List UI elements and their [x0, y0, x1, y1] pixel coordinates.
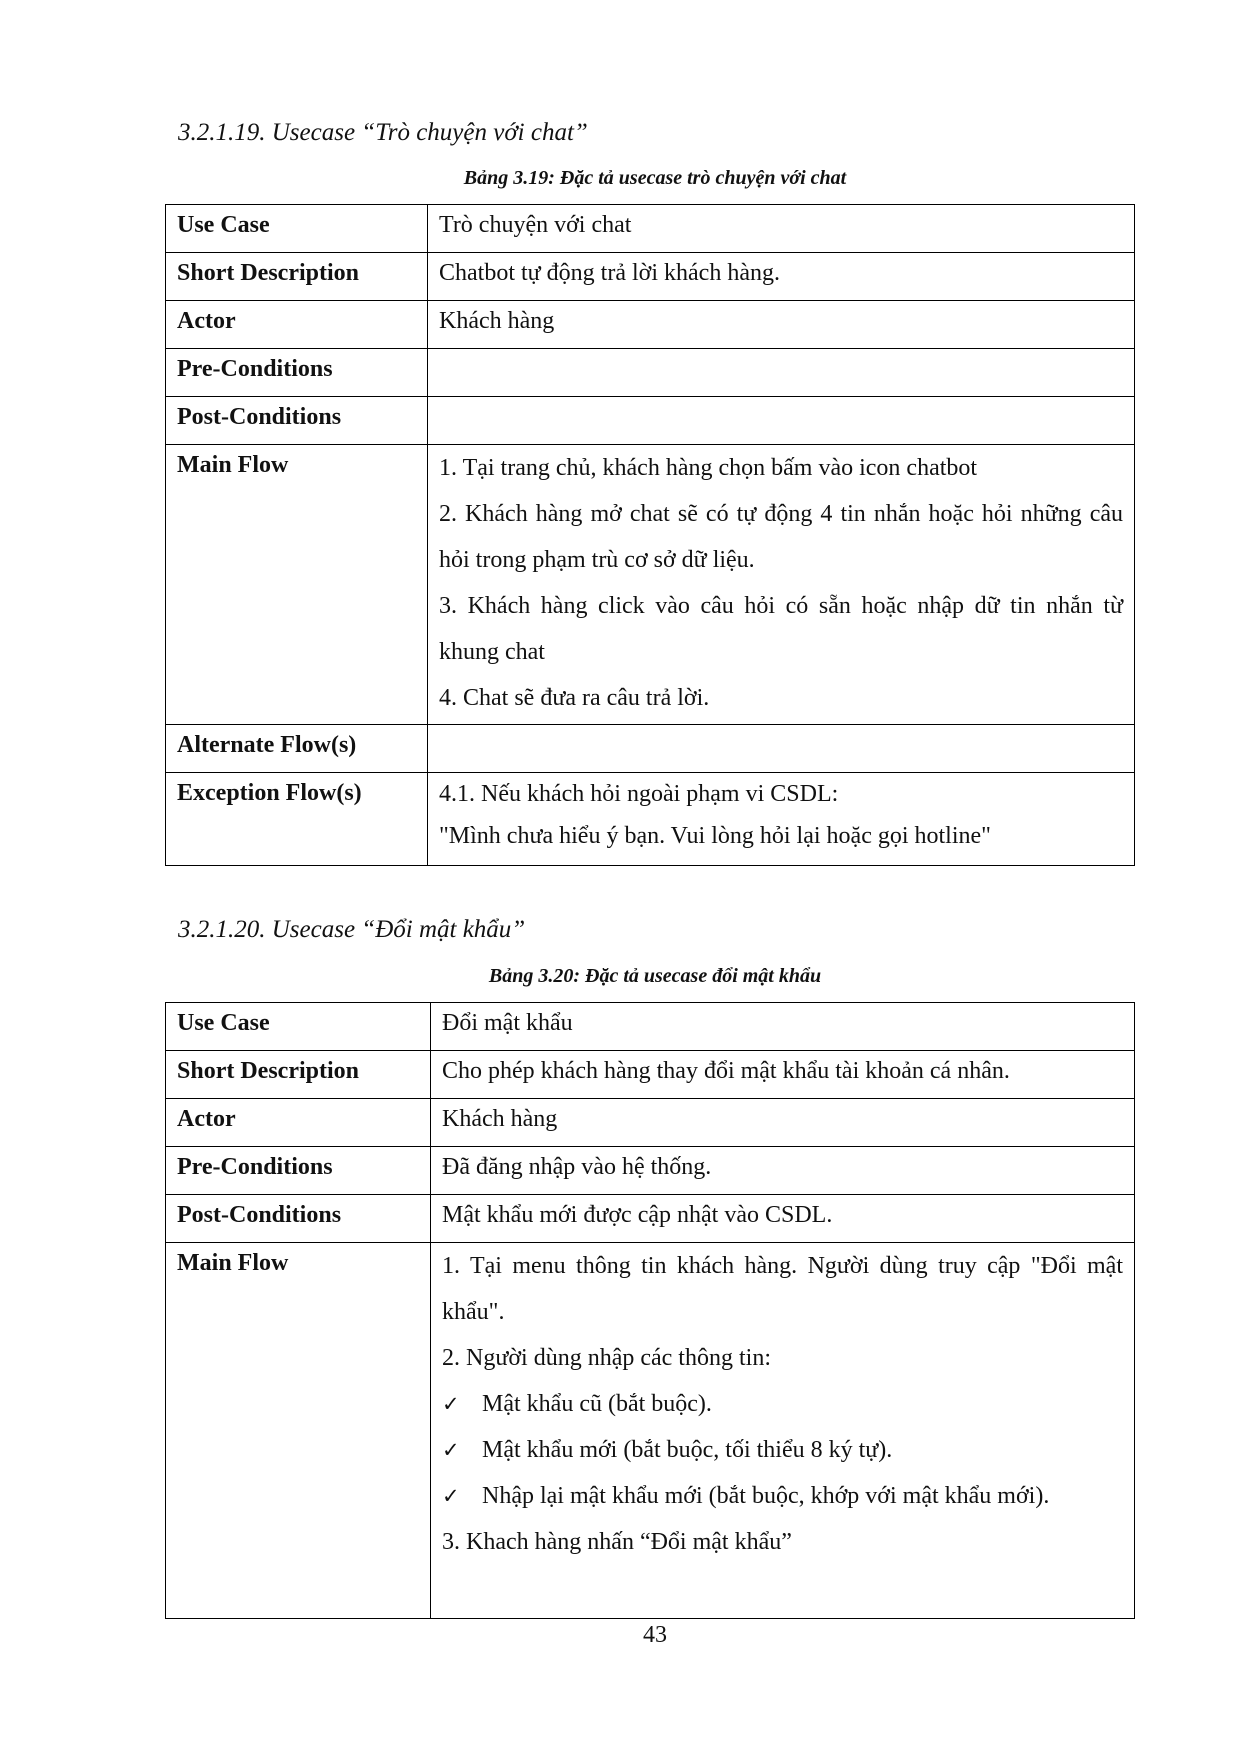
flow-step: 4. Chat sẽ đưa ra câu trả lời. — [439, 685, 710, 711]
flow-step: 3. Khach hàng nhấn “Đổi mật khẩu” — [442, 1529, 792, 1555]
row-label: Alternate Flow(s) — [166, 725, 428, 773]
section-heading-3-2-1-20: 3.2.1.20. Usecase “Đổi mật khẩu” — [178, 916, 526, 943]
checklist-item — [442, 1427, 1123, 1473]
page-number: 43 — [643, 1622, 667, 1648]
row-label: Actor — [166, 1099, 431, 1147]
exception-line: 4.1. Nếu khách hỏi ngoài phạm vi CSDL: — [439, 781, 839, 807]
row-value — [428, 445, 1135, 725]
exception-line: "Mình chưa hiểu ý bạn. Vui lòng hỏi lại hoặc gọi hotline" — [439, 823, 991, 849]
row-label: Exception Flow(s) — [166, 773, 428, 866]
table-row — [166, 1099, 1135, 1147]
table-row — [166, 397, 1135, 445]
table-row — [166, 1195, 1135, 1243]
checklist-text: Mật khẩu mới (bắt buộc, tối thiểu 8 ký tự). — [482, 1437, 893, 1463]
checklist-item — [442, 1473, 1123, 1519]
row-value — [431, 1243, 1135, 1619]
checkmark-icon: ✓ — [442, 1438, 460, 1462]
row-value: Trò chuyện với chat — [428, 205, 1135, 253]
row-label: Short Description — [166, 1051, 431, 1099]
flow-step: 1. Tại trang chủ, khách hàng chọn bấm vào icon chatbot — [439, 455, 978, 481]
row-value: Đổi mật khẩu — [431, 1003, 1135, 1051]
row-value: Chatbot tự động trả lời khách hàng. — [428, 253, 1135, 301]
table-row — [166, 1147, 1135, 1195]
flow-step: 3. Khách hàng click vào câu hỏi có sẵn hoặc nhập dữ tin nhắn từ khung chat — [439, 593, 1123, 665]
row-value: Cho phép khách hàng thay đổi mật khẩu tài khoản cá nhân. — [431, 1051, 1135, 1099]
row-value — [428, 773, 1135, 866]
table-row — [166, 205, 1135, 253]
flow-step: 2. Khách hàng mở chat sẽ có tự động 4 tin nhắn hoặc hỏi những câu hỏi trong phạm trù cơ sở dữ liệu. — [439, 501, 1123, 573]
table-row — [166, 1003, 1135, 1051]
row-label: Use Case — [166, 1003, 431, 1051]
row-label: Pre-Conditions — [166, 1147, 431, 1195]
row-value — [428, 349, 1135, 397]
checkmark-icon: ✓ — [442, 1484, 460, 1508]
checklist-item — [442, 1381, 1123, 1427]
row-value: Khách hàng — [431, 1099, 1135, 1147]
table-row — [166, 1051, 1135, 1099]
row-label: Post-Conditions — [166, 397, 428, 445]
table-row — [166, 725, 1135, 773]
table-caption-3-20: Bảng 3.20: Đặc tả usecase đổi mật khẩu — [488, 965, 822, 987]
row-label: Main Flow — [166, 445, 428, 725]
row-value: Khách hàng — [428, 301, 1135, 349]
row-label: Post-Conditions — [166, 1195, 431, 1243]
table-row — [166, 445, 1135, 725]
row-label: Main Flow — [166, 1243, 431, 1619]
table-row — [166, 301, 1135, 349]
usecase-table-chat — [165, 204, 1135, 866]
flow-step: 1. Tại menu thông tin khách hàng. Người dùng truy cập "Đổi mật khẩu". — [442, 1253, 1123, 1325]
checklist-text: Nhập lại mật khẩu mới (bắt buộc, khớp với mật khẩu mới). — [482, 1483, 1050, 1509]
checkmark-icon: ✓ — [442, 1392, 460, 1416]
flow-step: 2. Người dùng nhập các thông tin: — [442, 1345, 771, 1371]
row-value: Mật khẩu mới được cập nhật vào CSDL. — [431, 1195, 1135, 1243]
row-label: Use Case — [166, 205, 428, 253]
usecase-table-change-password — [165, 1002, 1135, 1619]
row-value — [428, 725, 1135, 773]
section-heading-3-2-1-19: 3.2.1.19. Usecase “Trò chuyện với chat” — [178, 119, 588, 146]
table-row — [166, 1243, 1135, 1619]
row-label: Actor — [166, 301, 428, 349]
table-row — [166, 253, 1135, 301]
table-row — [166, 349, 1135, 397]
checklist-text: Mật khẩu cũ (bắt buộc). — [482, 1391, 712, 1417]
row-label: Short Description — [166, 253, 428, 301]
table-row — [166, 773, 1135, 866]
row-value: Đã đăng nhập vào hệ thống. — [431, 1147, 1135, 1195]
row-label: Pre-Conditions — [166, 349, 428, 397]
table-caption-3-19: Bảng 3.19: Đặc tả usecase trò chuyện với chat — [463, 167, 847, 189]
row-value — [428, 397, 1135, 445]
